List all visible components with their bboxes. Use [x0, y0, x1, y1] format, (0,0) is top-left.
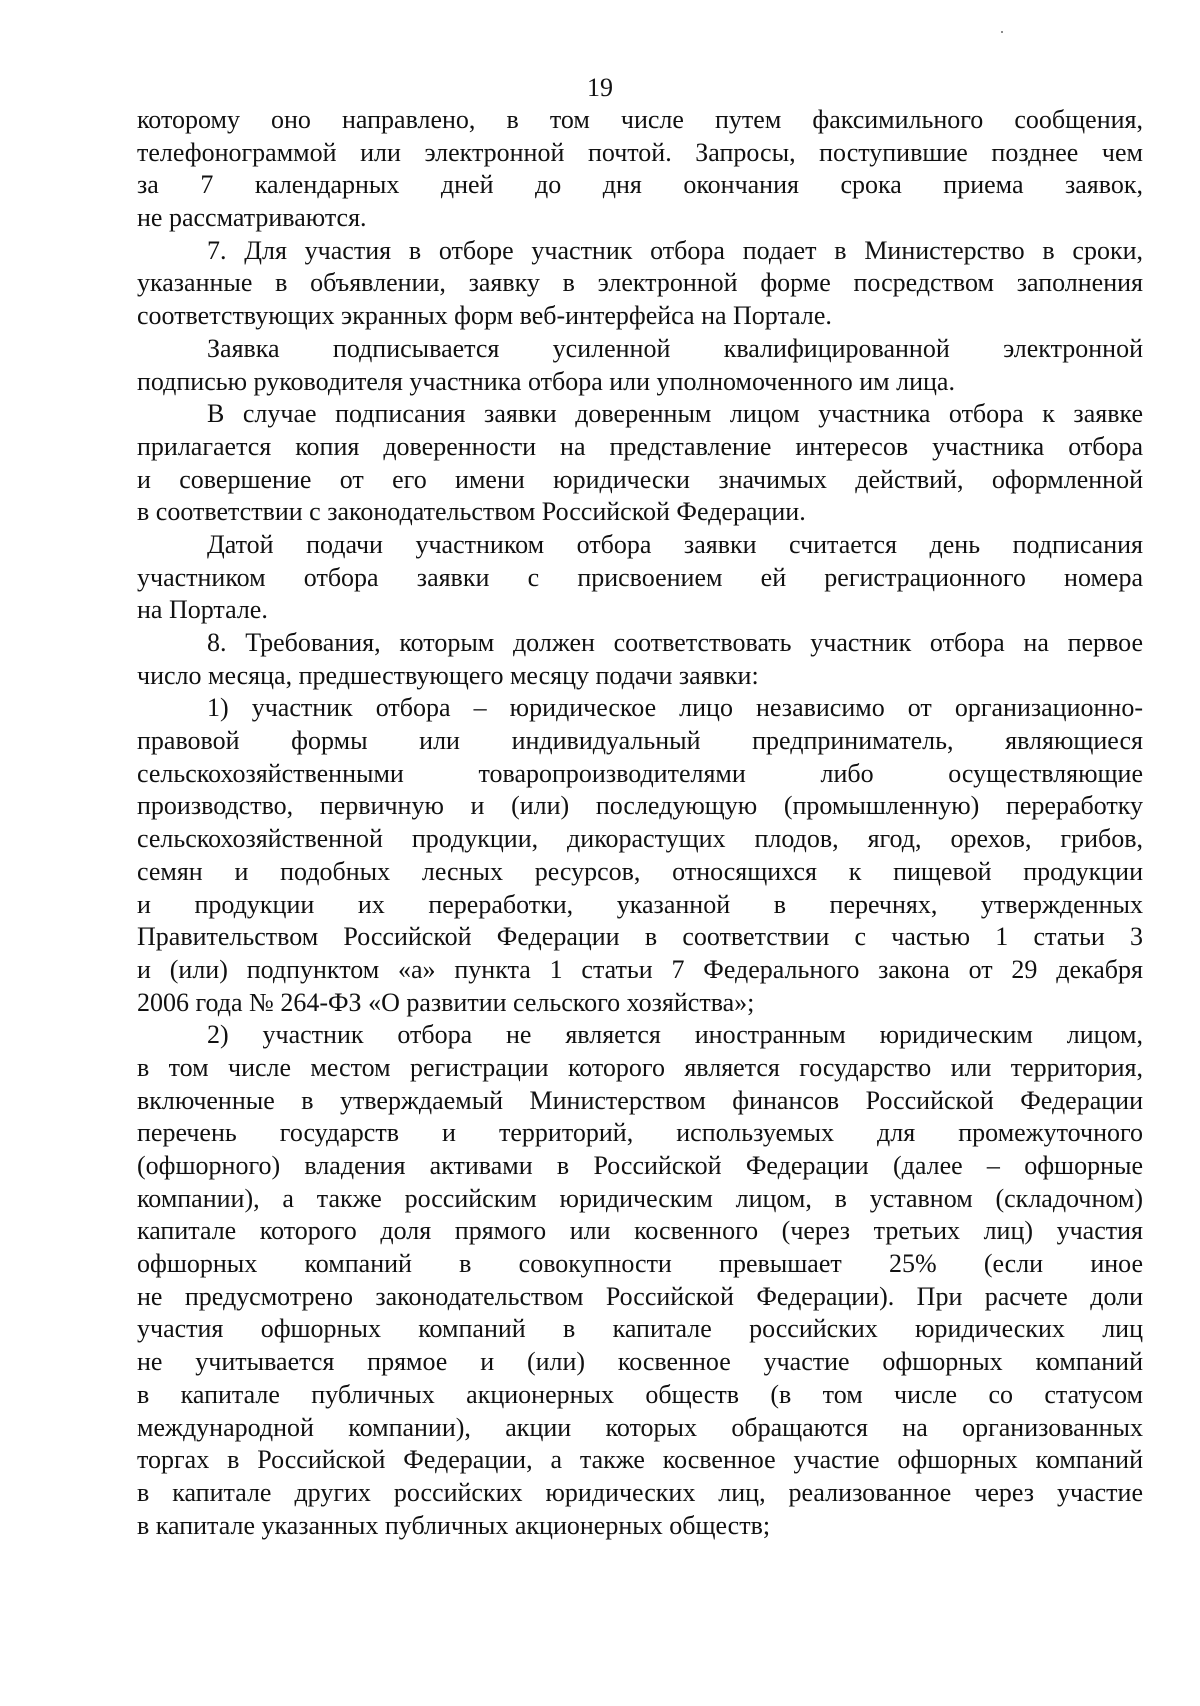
text-line: международной компании), акции которых обращаются на организованных — [137, 1412, 1143, 1442]
text-line: которому оно направлено, в том числе путем факсимильного сообщения, — [137, 105, 1143, 134]
text-line: и совершение от его имени юридически значимых действий, оформленной — [137, 464, 1143, 494]
text-line: в капитале публичных акционерных обществ (в том числе со статусом — [137, 1379, 1143, 1409]
text-line: производство, первичную и (или) последующую (промышленную) переработку — [137, 791, 1143, 821]
text-line: в том числе местом регистрации которого является государство или территория, — [137, 1052, 1143, 1082]
text-line: и (или) подпунктом «а» пункта 1 статьи 7 Федерального закона от 29 декабря — [137, 954, 1143, 984]
text-line: семян и подобных лесных ресурсов, относящихся к пищевой продукции — [137, 856, 1143, 886]
text-line: сельскохозяйственной продукции, дикорастущих плодов, ягод, орехов, грибов, — [137, 824, 1143, 854]
text-line: 1) участник отбора – юридическое лицо независимо от организационно- — [207, 693, 1143, 723]
text-line: в капитале других российских юридических лиц, реализованное через участие — [137, 1477, 1143, 1507]
text-line: не учитывается прямое и (или) косвенное участие офшорных компаний — [137, 1347, 1143, 1377]
text-line: сельскохозяйственными товаропроизводителями либо осуществляющие — [137, 758, 1143, 788]
text-line: (офшорного) владения активами в Российской Федерации (далее – офшорные — [137, 1151, 1143, 1180]
text-line: не рассматриваются. — [137, 203, 367, 233]
text-line: не предусмотрено законодательством Российской Федерации). При расчете доли — [137, 1281, 1143, 1311]
text-line: включенные в утверждаемый Министерством финансов Российской Федерации — [137, 1085, 1143, 1115]
text-line: 2) участник отбора не является иностранным юридическим лицом, — [207, 1020, 1143, 1050]
text-line: телефонограммой или электронной почтой. Запросы, поступившие позднее чем — [137, 137, 1143, 167]
text-line: Правительством Российской Федерации в соответствии с частью 1 статьи 3 — [137, 922, 1143, 952]
text-line: Датой подачи участником отбора заявки считается день подписания — [207, 529, 1143, 559]
text-line: В случае подписания заявки доверенным лицом участника отбора к заявке — [207, 399, 1143, 429]
text-line: Заявка подписывается усиленной квалифицированной электронной — [207, 333, 1143, 363]
text-line: торгах в Российской Федерации, а также косвенное участие офшорных компаний — [137, 1445, 1143, 1475]
text-line: на Портале. — [137, 595, 268, 625]
body-text — [137, 104, 1143, 1542]
text-line: за 7 календарных дней до дня окончания срока приема заявок, — [137, 170, 1143, 200]
text-line: 8. Требования, которым должен соответствовать участник отбора на первое — [207, 628, 1143, 657]
page-number: 19 — [587, 73, 613, 102]
text-line: в соответствии с законодательством Российской Федерации. — [137, 497, 806, 527]
text-line: 7. Для участия в отборе участник отбора подает в Министерство в сроки, — [207, 235, 1143, 265]
text-line: перечень государств и территорий, используемых для промежуточного — [137, 1118, 1143, 1148]
text-line: правовой формы или индивидуальный предприниматель, являющиеся — [137, 726, 1143, 756]
text-line: офшорных компаний в совокупности превышает 25% (если иное — [137, 1249, 1143, 1279]
text-line: 2006 года № 264-ФЗ «О развитии сельского хозяйства»; — [137, 987, 755, 1017]
scan-speck — [1001, 31, 1003, 33]
text-line: компании), а также российским юридическим лицом, в уставном (складочном) — [137, 1183, 1143, 1213]
text-line: и продукции их переработки, указанной в перечнях, утвержденных — [137, 889, 1143, 919]
text-line: прилагается копия доверенности на представление интересов участника отбора — [137, 431, 1143, 461]
text-line: капитале которого доля прямого или косвенного (через третьих лиц) участия — [137, 1216, 1143, 1246]
text-line: соответствующих экранных форм веб-интерфейса на Портале. — [137, 301, 832, 331]
text-line: участником отбора заявки с присвоением ей регистрационного номера — [137, 562, 1143, 592]
text-line: участия офшорных компаний в капитале российских юридических лиц — [137, 1314, 1143, 1344]
text-line: число месяца, предшествующего месяцу подачи заявки: — [137, 660, 759, 690]
text-line: в капитале указанных публичных акционерных обществ; — [137, 1510, 771, 1540]
text-line: указанные в объявлении, заявку в электронной форме посредством заполнения — [137, 268, 1143, 298]
text-line: подписью руководителя участника отбора или уполномоченного им лица. — [137, 366, 955, 396]
